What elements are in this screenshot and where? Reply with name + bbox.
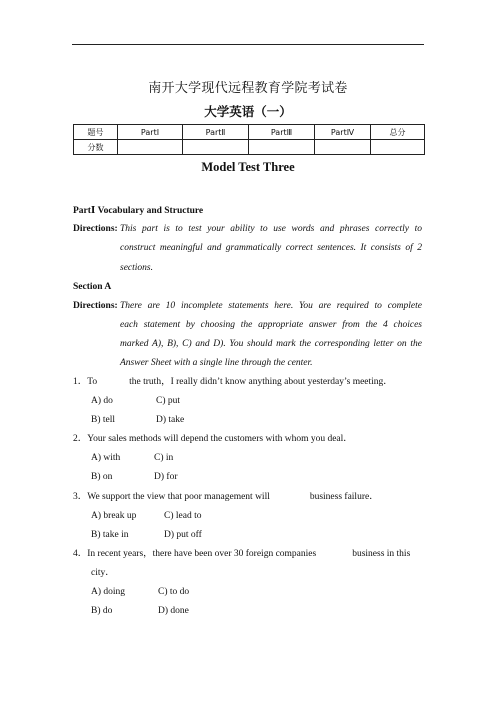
score-cell: PartⅠ [118, 125, 183, 140]
section-a-heading: Section A [73, 282, 112, 292]
question-3-option-a: A) break up [91, 511, 137, 521]
question-3-option-b: B) take in [91, 530, 129, 540]
question-2-option-a: A) with [91, 453, 121, 463]
section-a-directions-line: There are 10 incomplete statements here. You are required to complete [120, 301, 422, 311]
score-table-score-row [74, 140, 425, 155]
question-4-option-a: A) doing [91, 587, 126, 597]
section-a-directions-line: each statement by choosing the appropriate answer from the 4 choices [120, 320, 422, 330]
score-cell [371, 140, 425, 155]
question-2-option-b: B) on [91, 472, 113, 482]
test-title: Model Test Three [201, 160, 295, 174]
score-cell: 题号 [74, 125, 118, 140]
question-1-stem: 1．To the truth，I really didn’t know anything about yesterday’s meeting． [73, 377, 393, 387]
part1-directions-line: This part is to test your ability to use words and phrases correctly to [120, 224, 422, 234]
section-a-directions-line: Answer Sheet with a single line through the center. [120, 358, 313, 368]
question-2-option-c: C) in [154, 453, 174, 463]
score-cell [315, 140, 371, 155]
score-cell [183, 140, 249, 155]
section-a-directions-label: Directions: [73, 301, 118, 311]
top-rule [72, 44, 424, 45]
question-4-option-d: D) done [158, 606, 189, 616]
section-a-directions-line: marked A), B), C) and D). You should mark the corresponding letter on the [120, 339, 422, 349]
question-1-option-d: D) take [156, 415, 185, 425]
part1-directions-line: construct meaningful and grammatically correct sentences. It consists of 2 [120, 243, 422, 253]
score-cell: PartⅣ [315, 125, 371, 140]
score-cell: PartⅡ [183, 125, 249, 140]
question-4-stem: 4．In recent years，there have been over 30 foreign companies business in this [73, 549, 411, 559]
question-3-stem: 3．We support the view that poor management will business failure． [73, 492, 379, 502]
question-1-option-c: C) put [156, 396, 181, 406]
score-table [73, 124, 425, 155]
score-cell [249, 140, 315, 155]
question-4-option-b: B) do [91, 606, 113, 616]
question-1-option-b: B) tell [91, 415, 116, 425]
score-table-header-row [74, 125, 425, 140]
question-2-option-d: D) for [154, 472, 178, 482]
question-3-option-d: D) put off [164, 530, 202, 540]
question-3-option-c: C) lead to [164, 511, 202, 521]
score-cell [118, 140, 183, 155]
part1-heading: PartⅠ Vocabulary and Structure [73, 206, 204, 216]
question-4-option-c: C) to do [158, 587, 190, 597]
question-4-stem-continued: city． [91, 568, 115, 578]
score-cell: 分数 [74, 140, 118, 155]
part1-directions-line: sections. [120, 263, 153, 273]
university-title: 南开大学现代远程教育学院考试卷 [148, 81, 348, 96]
question-1-option-a: A) do [91, 396, 113, 406]
score-cell: 总分 [371, 125, 425, 140]
part1-directions-label: Directions: [73, 224, 118, 234]
score-cell: PartⅢ [249, 125, 315, 140]
question-2-stem: 2．Your sales methods will depend the customers with whom you deal． [73, 434, 353, 444]
course-title: 大学英语（一） [204, 104, 292, 119]
